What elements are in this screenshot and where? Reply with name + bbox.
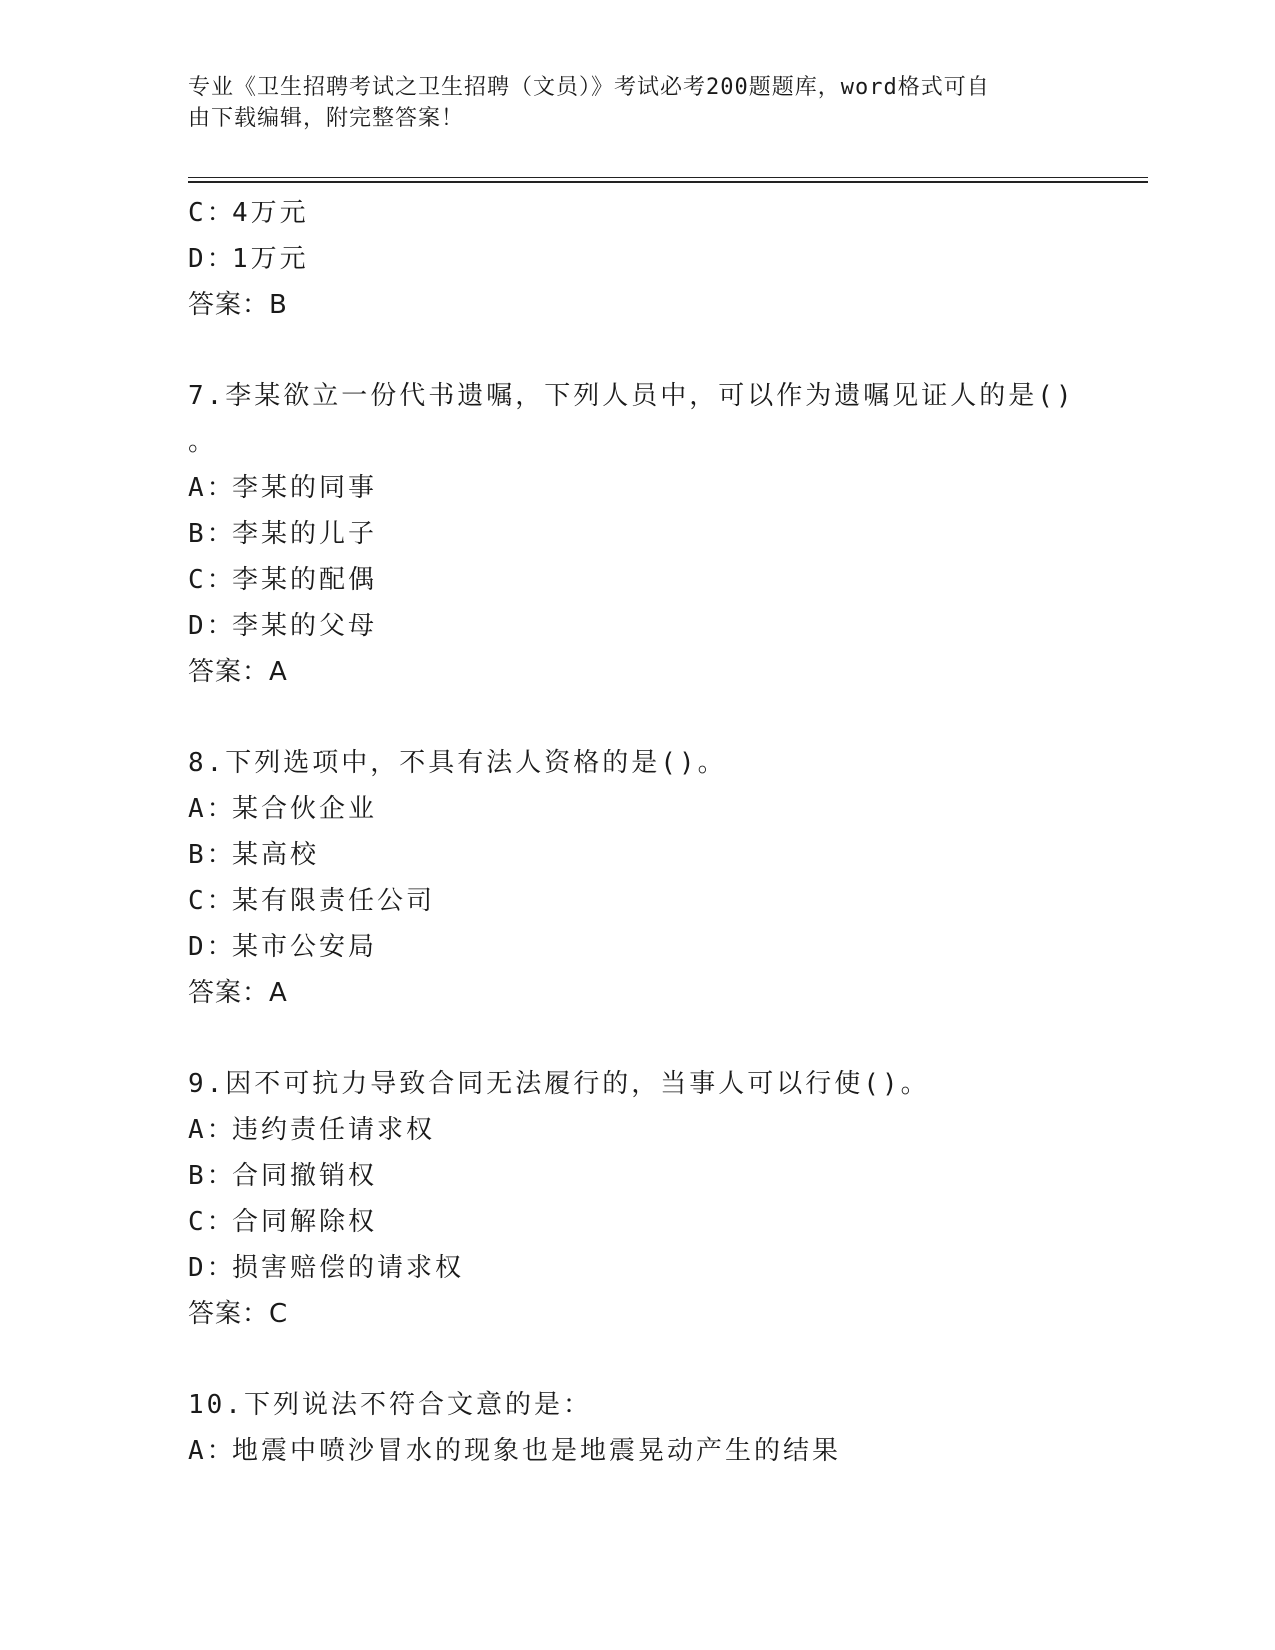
spacer (188, 328, 1148, 373)
option-label: A： (188, 1436, 236, 1466)
option-text: 地震中喷沙冒水的现象也是地震晃动产生的结果 (232, 1436, 842, 1466)
question-block-9 (188, 1061, 1148, 1337)
option-c (188, 878, 1148, 924)
answer-line: 答案：A (188, 978, 288, 1008)
option-label: D： (188, 244, 236, 274)
option-d (188, 603, 1148, 649)
option-text: 某高校 (232, 840, 320, 870)
header-divider-thick (188, 181, 1148, 183)
option-text: 1万元 (232, 244, 309, 274)
option-label: C： (188, 886, 236, 916)
spacer (188, 1337, 1148, 1382)
option-c (188, 190, 1148, 236)
option-text: 合同撤销权 (232, 1161, 378, 1191)
document-header (188, 72, 1088, 134)
option-text: 李某的同事 (232, 473, 378, 503)
option-a (188, 1107, 1148, 1153)
option-text: 违约责任请求权 (232, 1115, 436, 1145)
question-stem: 7.李某欲立一份代书遗嘱，下列人员中，可以作为遗嘱见证人的是() (188, 381, 1075, 411)
option-label: B： (188, 519, 236, 549)
question-stem: 10.下列说法不符合文意的是： (188, 1390, 592, 1420)
option-label: C： (188, 565, 236, 595)
option-label: C： (188, 1207, 236, 1237)
option-a (188, 786, 1148, 832)
option-c (188, 1199, 1148, 1245)
question-block-prev (188, 190, 1148, 328)
option-text: 4万元 (232, 198, 309, 228)
option-label: B： (188, 1161, 236, 1191)
option-text: 李某的儿子 (232, 519, 378, 549)
answer-line: 答案：B (188, 290, 288, 320)
question-list (188, 190, 1148, 1474)
option-text: 李某的父母 (232, 611, 378, 641)
option-label: A： (188, 794, 236, 824)
question-block-8 (188, 740, 1148, 1016)
option-label: C： (188, 198, 236, 228)
header-line-1: 专业《卫生招聘考试之卫生招聘（文员）》考试必考200题题库，word格式可自 (188, 75, 990, 100)
question-stem-continuation: 。 (188, 427, 218, 457)
option-text: 合同解除权 (232, 1207, 378, 1237)
option-b (188, 511, 1148, 557)
option-a (188, 1428, 1148, 1474)
option-b (188, 832, 1148, 878)
question-block-7 (188, 373, 1148, 695)
option-d (188, 924, 1148, 970)
option-label: B： (188, 840, 236, 870)
option-label: D： (188, 611, 236, 641)
option-label: A： (188, 1115, 236, 1145)
question-stem: 8.下列选项中，不具有法人资格的是()。 (188, 748, 727, 778)
option-text: 某有限责任公司 (232, 886, 436, 916)
header-line-2: 由下载编辑，附完整答案！ (188, 106, 465, 131)
answer-line: 答案：A (188, 657, 288, 687)
option-label: D： (188, 932, 236, 962)
option-c (188, 557, 1148, 603)
question-stem: 9.因不可抗力导致合同无法履行的，当事人可以行使()。 (188, 1069, 930, 1099)
option-d (188, 1245, 1148, 1291)
option-label: A： (188, 473, 236, 503)
option-text: 某合伙企业 (232, 794, 378, 824)
option-text: 损害赔偿的请求权 (232, 1253, 465, 1283)
answer-line: 答案：C (188, 1299, 289, 1329)
option-text: 李某的配偶 (232, 565, 378, 595)
option-d (188, 236, 1148, 282)
option-b (188, 1153, 1148, 1199)
spacer (188, 1016, 1148, 1061)
header-divider-thin (188, 177, 1148, 178)
option-a (188, 465, 1148, 511)
spacer (188, 695, 1148, 740)
question-block-10 (188, 1382, 1148, 1474)
option-label: D： (188, 1253, 236, 1283)
option-text: 某市公安局 (232, 932, 378, 962)
